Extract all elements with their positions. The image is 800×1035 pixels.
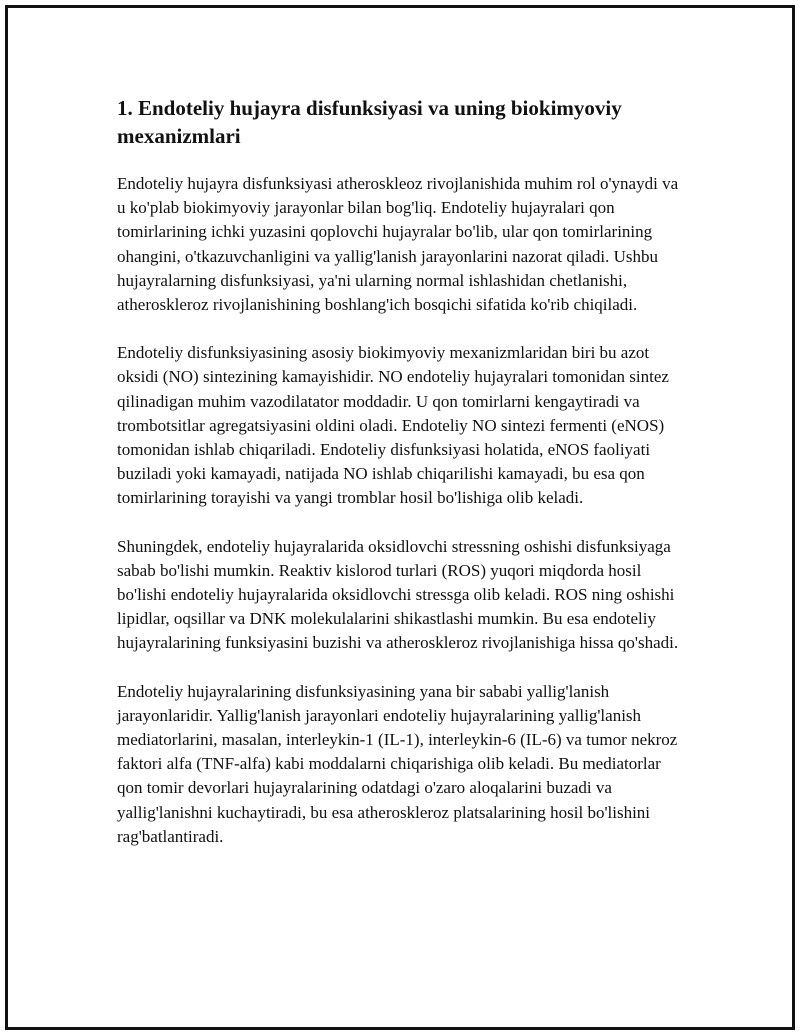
body-text — [117, 172, 687, 849]
paragraph-3: Shuningdek, endoteliy hujayralarida oksidlovchi stressning oshishi disfunksiyaga sabab bo'lishi mumkin. Reaktiv kislorod turlari (ROS) yuqori miqdorda hosil bo'lishi endoteliy hujayralarida oksidlovchi stressga olib keladi. ROS ning oshishi lipidlar, oqsillar va DNK molekulalarini shikastlashi mumkin. Bu esa endoteliy hujayralarining funksiyasini buzishi va atheroskleroz rivojlanishiga hissa qo'shadi. — [117, 536, 679, 653]
section-title: 1. Endoteliy hujayra disfunksiyasi va uning biokimyoviy mexanizmlari — [117, 96, 622, 148]
paragraph-2: Endoteliy disfunksiyasining asosiy biokimyoviy mexanizmlaridan biri bu azot oksidi (NO) sintezining kamayishidir. NO endoteliy hujayralari tomonidan sintez qilinadigan muhim vazodilatator moddadir. U qon tomirlarni kengaytiradi va trombotsitlar agregatsiyasini oldini oladi. Endoteliy NO sintezi fermenti (eNOS) tomonidan ishlab chiqariladi. Endoteliy disfunksiyasi holatida, eNOS faoliyati buziladi yoki kamayadi, natijada NO ishlab chiqarilishi kamayadi, bu esa qon tomirlarining torayishi va yangi tromblar hosil bo'lishiga olib keladi. — [117, 343, 669, 508]
paragraph-1: Endoteliy hujayra disfunksiyasi atheroskleoz rivojlanishida muhim rol o'ynaydi va u ko'plab biokimyoviy jarayonlar bilan bog'liq. Endoteliy hujayralari qon tomirlarining ichki yuzasini qoplovchi hujayralar bo'lib, ular qon tomirlarining ohangini, o'tkazuvchanligini va yallig'lanish jarayonlarini nazorat qiladi. Ushbu hujayralarning disfunksiyasi, ya'ni ularning normal ishlashidan chetlanishi, atheroskleroz rivojlanishining boshlang'ich bosqichi sifatida ko'rib chiqiladi. — [117, 174, 679, 315]
document-body — [117, 94, 687, 873]
paragraph-4: Endoteliy hujayralarining disfunksiyasining yana bir sababi yallig'lanish jarayonlaridir. Yallig'lanish jarayonlari endoteliy hujayralarining yallig'lanish mediatorlarini, masalan, interleykin-1 (IL-1), interleykin-6 (IL-6) va tumor nekroz faktori alfa (TNF-alfa) kabi moddalarni chiqarishiga olib keladi. Bu mediatorlar qon tomir devorlari hujayralarining odatdagi o'zaro aloqalarini buzadi va yallig'lanishni kuchaytiradi, bu esa atheroskleroz platsalarining hosil bo'lishini rag'batlantiradi. — [117, 681, 678, 846]
